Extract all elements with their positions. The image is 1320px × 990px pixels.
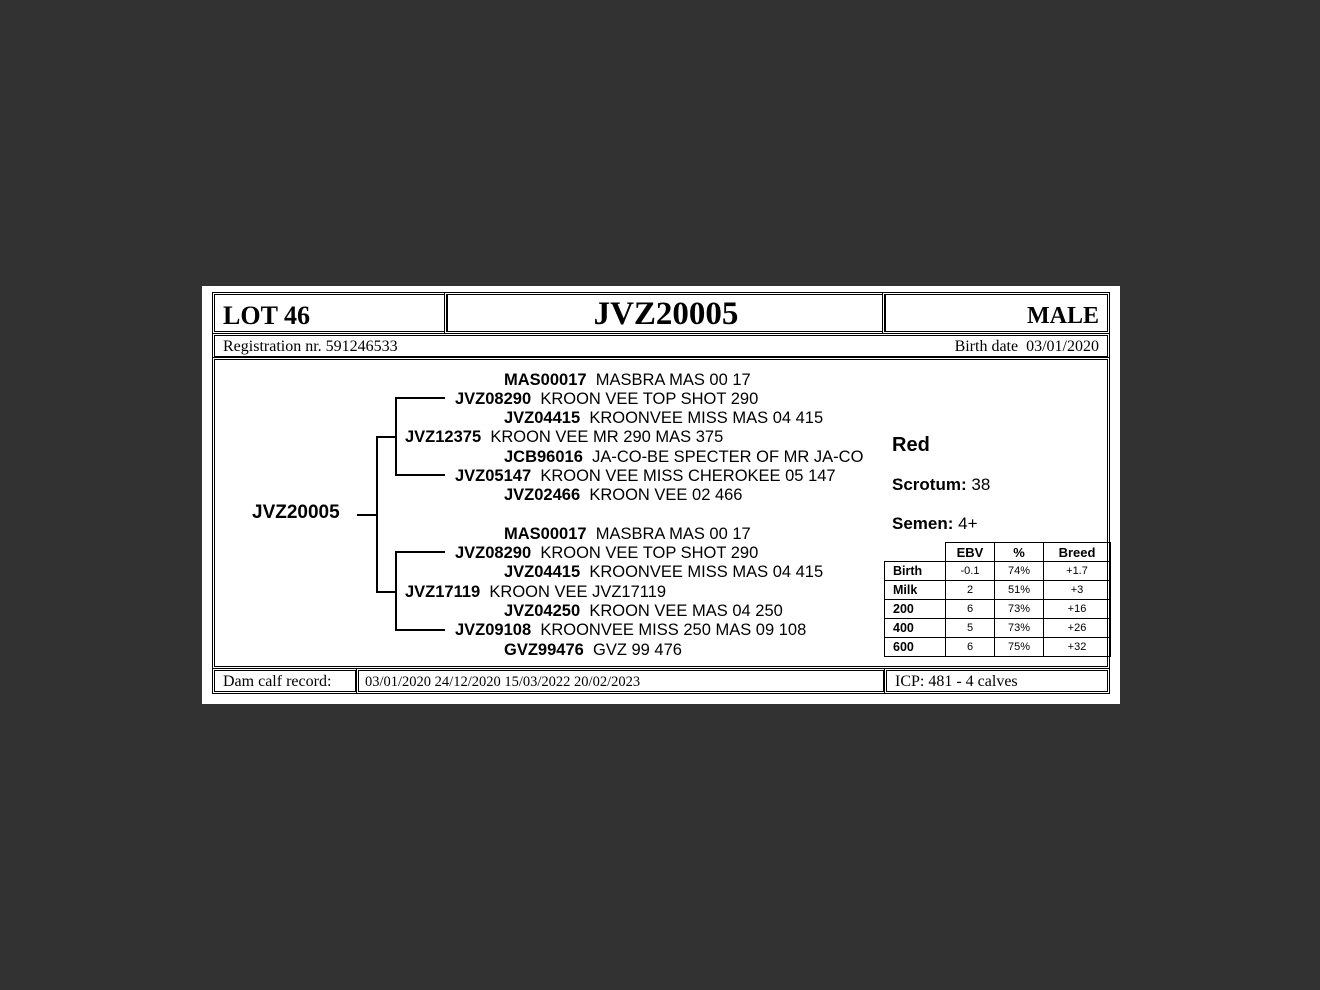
ds-sire-name: MASBRA MAS 00 17	[595, 525, 751, 543]
dam-id: JVZ17119	[405, 583, 481, 601]
ebv-accuracy: 73%	[995, 619, 1044, 638]
ebv-breed-avg: +32	[1044, 638, 1111, 657]
pedigree-ss-sire	[504, 370, 751, 390]
sire-id: JVZ12375	[405, 428, 482, 446]
ebv-row-label: 400	[885, 619, 946, 638]
ebv-row	[885, 600, 1111, 619]
dd-sire-name: KROON VEE MAS 04 250	[589, 602, 783, 620]
ebv-breed-avg: +1.7	[1044, 562, 1111, 581]
pedigree-dd-sire	[504, 601, 783, 621]
sire-dam-id: JVZ05147	[455, 467, 532, 485]
ebv-value: 5	[946, 619, 995, 638]
lot-number: LOT 46	[223, 301, 310, 330]
ebv-breed-avg: +3	[1044, 581, 1111, 600]
birth-date-value: 03/01/2020	[1026, 338, 1099, 355]
tree-line-main	[357, 514, 377, 516]
dam-calf-label: Dam calf record:	[223, 673, 332, 690]
pedigree-ds-dam	[504, 562, 823, 582]
sire-sire-id: JVZ08290	[455, 390, 532, 408]
sire-sire-name: KROON VEE TOP SHOT 290	[540, 390, 759, 408]
ebv-value: 6	[946, 600, 995, 619]
reg-no-box	[446, 294, 884, 332]
pedigree-sd-sire	[504, 447, 863, 467]
ebv-row-label: 600	[885, 638, 946, 657]
ebv-value: -0.1	[946, 562, 995, 581]
pedigree-sd-dam	[504, 485, 743, 505]
dam-calf-label-box	[214, 670, 356, 692]
sire-name: KROON VEE MR 290 MAS 375	[490, 428, 724, 446]
ebv-value: 6	[946, 638, 995, 657]
pedigree-sire	[405, 427, 723, 447]
ebv-row	[885, 638, 1111, 657]
pedigree-animal: JVZ20005	[252, 502, 340, 523]
tree-line-sire-stub	[376, 436, 396, 438]
color-trait: Red	[892, 434, 930, 456]
semen-label: Semen:	[892, 514, 954, 533]
semen-value: 4+	[958, 514, 978, 533]
tree-line-vertical-main	[376, 436, 378, 592]
pedigree-dd-dam	[504, 640, 682, 660]
semen-trait	[892, 514, 978, 534]
ebv-header-row	[885, 543, 1111, 562]
ss-dam-name: KROONVEE MISS MAS 04 415	[589, 409, 824, 427]
registration-label	[223, 338, 398, 356]
birth-date-label: Birth date	[954, 338, 1019, 355]
ds-dam-id: JVZ04415	[504, 563, 581, 581]
sd-dam-name: KROON VEE 02 466	[589, 486, 743, 504]
ebv-row	[885, 581, 1111, 600]
ebv-breed-avg: +26	[1044, 619, 1111, 638]
tree-line-dam-stub	[376, 591, 396, 593]
registration-label-text: Registration nr.	[223, 338, 322, 355]
ds-sire-id: MAS00017	[504, 525, 587, 543]
ebv-header-pct: %	[995, 543, 1044, 562]
ebv-row-label: Milk	[885, 581, 946, 600]
tree-line-ds-stub	[395, 551, 445, 553]
registration-row	[214, 335, 1108, 357]
ebv-accuracy: 73%	[995, 600, 1044, 619]
pedigree-dam	[405, 582, 666, 602]
ebv-accuracy: 51%	[995, 581, 1044, 600]
pedigree-ds-sire	[504, 524, 751, 544]
tree-line-dd-stub	[395, 629, 445, 631]
ss-sire-name: MASBRA MAS 00 17	[595, 371, 751, 389]
ebv-row-label: 200	[885, 600, 946, 619]
dd-dam-name: GVZ 99 476	[592, 641, 682, 659]
dam-calf-dates-box	[358, 670, 884, 692]
scrotum-label: Scrotum:	[892, 475, 967, 494]
ss-sire-id: MAS00017	[504, 371, 587, 389]
tree-line-sire-vertical	[395, 397, 397, 475]
ebv-accuracy: 74%	[995, 562, 1044, 581]
animal-id-title: JVZ20005	[593, 296, 739, 332]
sd-sire-name: JA-CO-BE SPECTER OF MR JA-CO	[592, 448, 864, 466]
tree-line-sd-stub	[395, 474, 445, 476]
dd-dam-id: GVZ99476	[504, 641, 584, 659]
ss-dam-id: JVZ04415	[504, 409, 581, 427]
dam-sire-name: KROON VEE TOP SHOT 290	[540, 544, 759, 562]
pedigree-sire-sire	[455, 389, 758, 409]
sd-sire-id: JCB96016	[504, 448, 583, 466]
ebv-value: 2	[946, 581, 995, 600]
icp-box	[886, 670, 1108, 692]
tree-line-dam-vertical	[395, 551, 397, 630]
icp-value: ICP: 481 - 4 calves	[895, 673, 1018, 690]
sd-dam-id: JVZ02466	[504, 486, 581, 504]
pedigree-ss-dam	[504, 408, 823, 428]
registration-number: 591246533	[325, 338, 398, 355]
pedigree-sire-dam	[455, 466, 836, 486]
sex-box	[884, 294, 1108, 332]
ebv-header-blank	[885, 543, 946, 562]
dam-sire-id: JVZ08290	[455, 544, 532, 562]
ebv-row	[885, 619, 1111, 638]
dam-dam-name: KROONVEE MISS 250 MAS 09 108	[540, 621, 807, 639]
ds-dam-name: KROONVEE MISS MAS 04 415	[589, 563, 824, 581]
ebv-row	[885, 562, 1111, 581]
sire-dam-name: KROON VEE MISS CHEROKEE 05 147	[540, 467, 836, 485]
ebv-table	[884, 542, 1111, 657]
birth-date-group	[955, 338, 1099, 356]
sex-label: MALE	[1027, 303, 1099, 329]
lot-card	[202, 286, 1120, 704]
scrotum-trait	[892, 475, 990, 495]
ebv-header-ebv: EBV	[946, 543, 995, 562]
pedigree-dam-dam	[455, 620, 806, 640]
ebv-accuracy: 75%	[995, 638, 1044, 657]
dam-calf-dates: 03/01/2020 24/12/2020 15/03/2022 20/02/2023	[365, 674, 641, 690]
ebv-row-label: Birth	[885, 562, 946, 581]
tree-line-ss-stub	[395, 397, 445, 399]
dam-name: KROON VEE JVZ17119	[489, 583, 667, 601]
dam-dam-id: JVZ09108	[455, 621, 532, 639]
ebv-breed-avg: +16	[1044, 600, 1111, 619]
pedigree-dam-sire	[455, 543, 758, 563]
scrotum-value: 38	[971, 475, 991, 494]
lot-box	[214, 294, 446, 332]
dd-sire-id: JVZ04250	[504, 602, 581, 620]
ebv-header-breed: Breed	[1044, 543, 1111, 562]
